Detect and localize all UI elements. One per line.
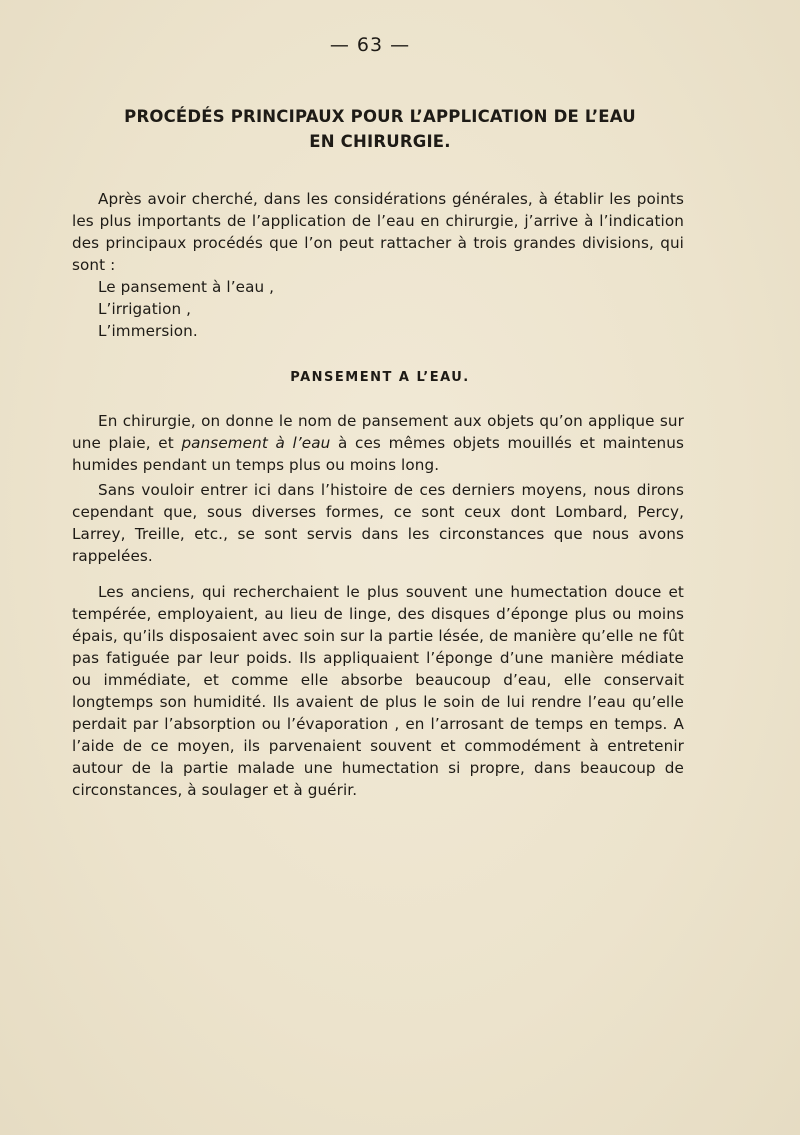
division-item: L’immersion. [98,322,198,340]
chapter-title-line-2: EN CHIRURGIE. [309,132,451,151]
paragraph-definition-text-b: à ces mêmes objets mouillés et maintenus humides pendant un temps plus ou moins long. [72,434,684,474]
paragraph-definition [72,410,684,476]
section-body [72,410,684,801]
paragraph-definition-italic: pansement à l’eau [181,434,331,452]
paragraph-definition-text-a: En chirurgie, on donne le nom de pansement aux objets qu’on applique sur une plaie, et [72,412,684,452]
chapter-title-line-1: PROCÉDÉS PRINCIPAUX POUR L’APPLICATION DE L’EAU [124,107,636,126]
intro-paragraph: Après avoir cherché, dans les considérations générales, à établir les points les plus importants de l’application de l’eau en chirurgie, j’arrive à l’indication des principaux procédés que l’on peut rattacher à trois grandes divisions, qui sont : [72,190,684,274]
division-item: L’irrigation , [98,300,192,318]
paragraph-history: Sans vouloir entrer ici dans l’histoire de ces derniers moyens, nous dirons cependant que, sous diverses formes, ce sont ceux dont Lombard, Percy, Larrey, Treille, etc., se sont servis dans les circonstances que nous avons rappelées. [72,481,684,565]
page-number: — 63 — [329,34,411,56]
section-heading: PANSEMENT A L’EAU. [290,370,470,385]
paragraph-ancients: Les anciens, qui recherchaient le plus souvent une humectation douce et tempérée, employaient, au lieu de linge, des disques d’éponge plus ou moins épais, qu’ils disposaient avec soin sur la partie lésée, de manière qu’elle ne fût pas fatiguée par leur poids. Ils appliquaient l’éponge d’une manière médiate ou immédiate, et comme elle absorbe beaucoup d’eau, elle conservait longtemps son humidité. Ils avaient de plus le soin de lui rendre l’eau qu’elle perdait par l’absorption ou l’évaporation , en l’arrosant de temps en temps. A l’aide de ce moyen, ils parvenaient souvent et commodément à entretenir autour de la partie malade une humectation si propre, dans beaucoup de circonstances, à soulager et à guérir. [72,583,684,799]
chapter-title [80,104,680,154]
division-item: Le pansement à l’eau , [98,278,275,296]
intro-block [72,188,684,342]
